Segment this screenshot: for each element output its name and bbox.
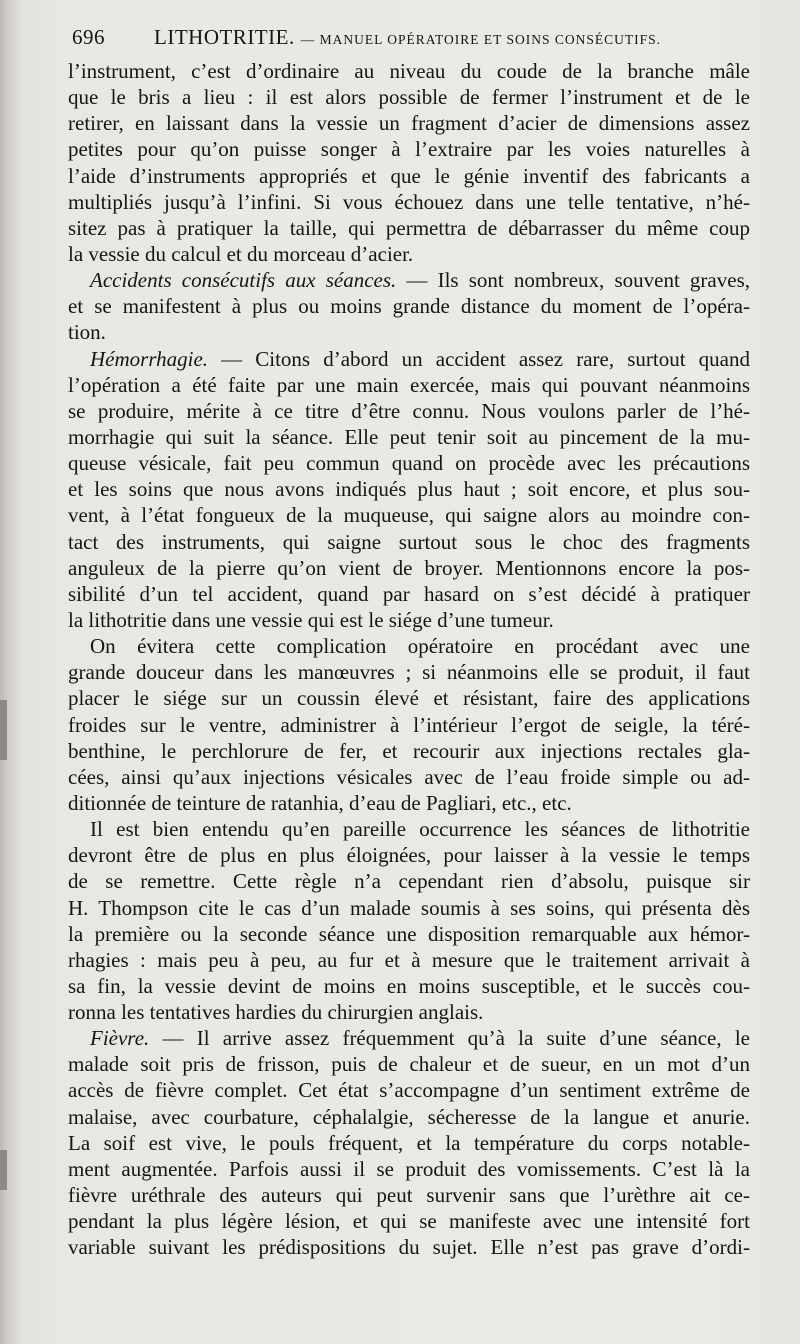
text-line — [68, 476, 750, 502]
text-line — [68, 1182, 750, 1208]
section-heading: Accidents consécutifs aux séances. — [90, 268, 397, 293]
text-line — [68, 319, 750, 345]
line-text: variable suivant les prédispositions du sujet. Elle n’est pas grave d’ordi- — [68, 1235, 750, 1260]
text-line — [68, 346, 750, 372]
page-edge-shadow — [0, 700, 7, 760]
text-line — [68, 895, 750, 921]
text-line — [68, 921, 750, 947]
page-number: 696 — [72, 25, 105, 49]
line-text: et les soins que nous avons indiqués plus haut ; soit encore, et plus sou- — [68, 477, 750, 502]
line-text: malade soit pris de frisson, puis de chaleur et de sueur, en un mot d’un — [68, 1052, 750, 1077]
text-line — [68, 1208, 750, 1234]
line-text: la lithotritie dans une vessie qui est le siége d’une tumeur. — [68, 607, 554, 632]
line-text: vent, à l’état fongueux de la muqueuse, qui saigne alors au moindre con- — [68, 503, 750, 528]
line-text: Il est bien entendu qu’en pareille occurrence les séances de lithotritie — [90, 817, 750, 842]
line-text: fièvre uréthrale des auteurs qui peut survenir sans que l’urèthre ait ce- — [68, 1183, 750, 1208]
line-text: ditionnée de teinture de ratanhia, d’eau de Pagliari, etc., etc. — [68, 790, 572, 815]
text-line — [68, 738, 750, 764]
line-text: — Il arrive assez fréquemment qu’à la suite d’une séance, le — [149, 1026, 750, 1051]
line-text: cées, ainsi qu’aux injections vésicales avec de l’eau froide simple ou ad- — [68, 764, 750, 789]
text-line — [68, 1104, 750, 1130]
text-line — [68, 372, 750, 398]
text-line — [68, 58, 750, 84]
line-text: benthine, le perchlorure de fer, et recourir aux injections rectales gla- — [68, 738, 750, 763]
text-line — [68, 764, 750, 790]
line-text: la première ou la seconde séance une disposition remarquable aux hémor- — [68, 921, 750, 946]
line-text: — Citons d’abord un accident assez rare, surtout quand — [208, 346, 750, 371]
section-heading: Fièvre. — [90, 1026, 150, 1051]
line-text: tion. — [68, 320, 106, 345]
line-text: tact des instruments, qui saigne surtout sous le choc des fragments — [68, 529, 750, 554]
line-text: sibilité d’un tel accident, quand par hasard on s’est décidé à pratiquer — [68, 581, 750, 606]
text-line — [68, 398, 750, 424]
line-text: la vessie du calcul et du morceau d’acier. — [68, 241, 414, 266]
line-text: pendant la plus légère lésion, et qui se manifeste avec une intensité fort — [68, 1209, 750, 1234]
line-text: malaise, avec courbature, céphalalgie, sécheresse de la langue et anurie. — [68, 1104, 750, 1129]
text-line — [68, 973, 750, 999]
running-subtitle: — MANUEL OPÉRATOIRE ET SOINS CONSÉCUTIFS. — [300, 32, 661, 47]
text-line — [68, 529, 750, 555]
text-line — [68, 633, 750, 659]
text-line — [68, 1025, 750, 1051]
text-line — [68, 999, 750, 1025]
running-title: LITHOTRITIE. — [154, 25, 295, 49]
line-text: multipliés jusqu’à l’infini. Si vous échouez dans une telle tentative, n’hé- — [68, 189, 750, 214]
text-line — [68, 1156, 750, 1182]
text-line — [68, 110, 750, 136]
line-text: de se remettre. Cette règle n’a cependant rien d’absolu, puisque sir — [68, 869, 750, 894]
line-text: La soif est vive, le pouls fréquent, et la température du corps notable- — [68, 1130, 750, 1155]
text-line — [68, 1077, 750, 1103]
line-text: retirer, en laissant dans la vessie un fragment d’acier de dimensions assez — [68, 111, 750, 136]
text-line — [68, 450, 750, 476]
text-line — [68, 555, 750, 581]
line-text: H. Thompson cite le cas d’un malade soumis à ses soins, qui présenta dès — [68, 895, 750, 920]
text-line — [68, 189, 750, 215]
line-text: l’instrument, c’est d’ordinaire au niveau du coude de la branche mâle — [68, 59, 750, 83]
line-text: morrhagie qui suit la séance. Elle peut tenir soit au pincement de la mu- — [68, 424, 750, 449]
body-text — [68, 58, 750, 1260]
text-line — [68, 947, 750, 973]
text-line — [68, 1130, 750, 1156]
text-line — [68, 607, 750, 633]
text-line — [68, 842, 750, 868]
text-line — [68, 790, 750, 816]
section-heading: Hémorrhagie. — [90, 346, 209, 371]
line-text: que le bris a lieu : il est alors possible de fermer l’instrument et de le — [68, 85, 750, 110]
text-line — [68, 868, 750, 894]
text-line — [68, 712, 750, 738]
page-edge-shadow — [0, 1150, 7, 1190]
line-text: l’aide d’instruments appropriés et que le génie inventif des fabricants a — [68, 163, 750, 188]
line-text: placer le siége sur un coussin élevé et résistant, faire des applications — [68, 686, 750, 711]
text-line — [68, 685, 750, 711]
text-line — [68, 293, 750, 319]
text-line — [68, 215, 750, 241]
line-text: petites pour qu’on puisse songer à l’extraire par les voies naturelles à — [68, 137, 750, 162]
text-line — [68, 502, 750, 528]
text-line — [68, 267, 750, 293]
line-text: sa fin, la vessie devint de moins en moins susceptible, et le succès cou- — [68, 973, 750, 998]
line-text: queuse vésicale, fait peu commun quand on procède avec les précautions — [68, 451, 750, 476]
line-text: l’opération a été faite par une main exercée, mais qui pouvant néanmoins — [68, 372, 750, 397]
line-text: On évitera cette complication opératoire en procédant avec une — [90, 634, 750, 659]
line-text: sitez pas à pratiquer la taille, qui permettra de débarrasser du même coup — [68, 215, 750, 240]
line-text: accès de fièvre complet. Cet état s’accompagne d’un sentiment extrême de — [68, 1078, 750, 1103]
line-text: grande douceur dans les manœuvres ; si néanmoins elle se produit, il faut — [68, 660, 750, 685]
line-text: anguleux de la pierre qu’on vient de broyer. Mentionnons encore la pos- — [68, 555, 750, 580]
line-text: froides sur le ventre, administrer à l’intérieur l’ergot de seigle, la téré- — [68, 712, 750, 737]
text-line — [68, 84, 750, 110]
text-line — [68, 424, 750, 450]
text-line — [68, 581, 750, 607]
text-line — [68, 816, 750, 842]
line-text: devront être de plus en plus éloignées, pour laisser à la vessie le temps — [68, 843, 750, 868]
text-line — [68, 1234, 750, 1260]
text-line — [68, 659, 750, 685]
text-line — [68, 1051, 750, 1077]
line-text: ment augmentée. Parfois aussi il se produit des vomissements. C’est là la — [68, 1156, 750, 1181]
line-text: se produire, mérite à ce titre d’être connu. Nous voulons parler de l’hé- — [68, 398, 750, 423]
text-line — [68, 241, 750, 267]
running-header — [72, 22, 762, 52]
text-line — [68, 136, 750, 162]
line-text: et se manifestent à plus ou moins grande distance du moment de l’opéra- — [68, 294, 750, 319]
line-text: rhagies : mais peu à peu, au fur et à mesure que le traitement arrivait à — [68, 947, 750, 972]
line-text: — Ils sont nombreux, souvent graves, — [396, 268, 750, 293]
line-text: ronna les tentatives hardies du chirurgien anglais. — [68, 1000, 484, 1025]
text-line — [68, 163, 750, 189]
